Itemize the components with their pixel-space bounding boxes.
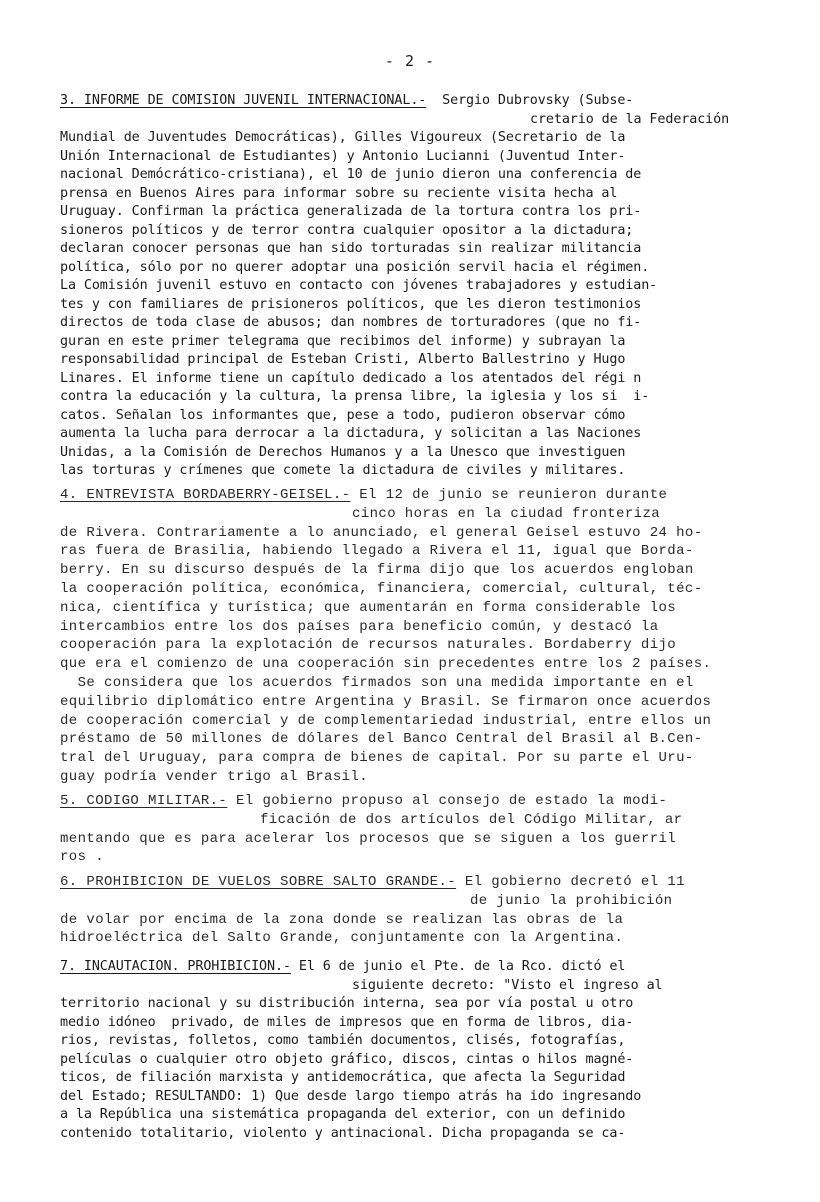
section-3-line: contra la educación y la cultura, la prensa libre, la iglesia y los si i-	[60, 389, 650, 404]
section-4-first-text: El 12 de junio se reunieron durante	[350, 487, 668, 503]
section-4-line: nica, científica y turística; que aumentarán en forma considerable los	[60, 599, 677, 616]
section-6-line: hidroeléctrica del Salto Grande, conjuntamente con la Argentina.	[60, 930, 624, 947]
section-4-line: ras fuera de Brasilia, habiendo llegado a Rivera el 11, igual que Borda-	[60, 543, 694, 560]
section-5-codigo-militar	[60, 792, 800, 867]
section-5-first-text: El gobierno propuso al consejo de estado la modi-	[227, 793, 668, 809]
section-3-line: nacional Demócrático-cristiana), el 10 de junio dieron una conferencia de	[60, 167, 642, 182]
section-7-line: medio idóneo privado, de miles de impresos que en forma de libros, dia-	[60, 1014, 634, 1030]
section-4-line: guay podría vender trigo al Brasil.	[60, 768, 369, 785]
section-4-line: que era el comienzo de una cooperación sin precedentes entre los 2 países.	[60, 656, 712, 673]
section-7-line: contenido totalitario, violento y antinacional. Dicha propaganda se ca-	[60, 1125, 626, 1141]
section-6-prohibicion-vuelos	[60, 873, 800, 948]
section-3-line: aumenta la lucha para derrocar a la dictadura, y solicitan a las Naciones	[60, 426, 642, 441]
section-3-line: responsabilidad principal de Esteban Cristi, Alberto Ballestrino y Hugo	[60, 352, 626, 367]
section-4-line: intercambios entre los dos países para beneficio común, y destacó la	[60, 618, 659, 635]
section-3-heading: 3. INFORME DE COMISION JUVENIL INTERNACIONAL.-	[60, 93, 427, 108]
section-6-line: de junio la prohibición	[470, 892, 673, 909]
section-7-first-text: El 6 de junio el Pte. de la Rco. dictó el	[290, 959, 626, 974]
section-6-first-line	[60, 873, 800, 892]
section-7-line: películas o cualquier otro objeto gráfico, discos, cintas o hilos magné-	[60, 1051, 634, 1067]
page-number: - 2 -	[384, 52, 436, 70]
section-5-heading: 5. CODIGO MILITAR.-	[60, 793, 228, 809]
section-3-line: declaran conocer personas que han sido torturadas sin realizar militancia	[60, 241, 642, 256]
section-4-line: berry. En su discurso después de la firma dijo que los acuerdos engloban	[60, 562, 694, 579]
section-4-line: de Rivera. Contrariamente a lo anunciado, el general Geisel estuvo 24 ho-	[60, 524, 703, 541]
section-3-line: las torturas y crímenes que comete la dictadura de civiles y militares.	[60, 463, 626, 478]
section-7-line: territorio nacional y su distribución interna, sea por vía postal u otro	[60, 996, 634, 1011]
section-4-line: Se considera que los acuerdos firmados son una medida importante en el	[60, 674, 694, 691]
section-3-informe-comision-juvenil	[60, 92, 800, 481]
section-4-line: de cooperación comercial y de complementariedad industrial, entre ellos un	[60, 712, 712, 729]
section-4-heading: 4. ENTREVISTA BORDABERRY-GEISEL.-	[60, 487, 351, 503]
section-7-line: a la República una sistemática propaganda del exterior, con un definido	[60, 1107, 626, 1122]
section-3-line: sioneros políticos y de terror contra cualquier opositor a la dictadura;	[60, 222, 634, 238]
section-3-line: directos de toda clase de abusos; dan nombres de torturadores (que no fi-	[60, 315, 642, 330]
section-6-heading: 6. PROHIBICION DE VUELOS SOBRE SALTO GRANDE.-	[60, 874, 457, 890]
section-4-line: la cooperación política, económica, financiera, comercial, cultural, téc-	[60, 580, 703, 597]
section-7-line: ticos, de filiación marxista y antidemocrática, que afecta la Seguridad	[60, 1070, 626, 1085]
section-7-line: rios, revistas, folletos, como también documentos, clisés, fotografías,	[60, 1033, 626, 1048]
section-3-line: cretario de la Federación	[530, 111, 730, 127]
section-5-line: ros .	[60, 849, 105, 866]
section-4-line: tral del Uruguay, para compra de bienes de capital. Por su parte el Uru-	[60, 750, 694, 767]
section-3-line: tes y con familiares de prisioneros políticos, que les dieron testimonios	[60, 296, 642, 312]
section-3-line: Unidas, a la Comisión de Derechos Humanos y a la Unesco que investiguen	[60, 444, 626, 460]
section-3-line: prensa en Buenos Aires para informar sobre su reciente visita hecha al	[60, 185, 618, 201]
section-3-first-text: Sergio Dubrovsky (Subse-	[426, 93, 634, 108]
section-7-heading: 7. INCAUTACION. PROHIBICION.-	[60, 959, 291, 974]
section-7-incautacion-prohibicion	[60, 958, 800, 1143]
section-5-line: ficación de dos artículos del Código Militar, ar	[260, 811, 683, 828]
section-3-line: Linares. El informe tiene un capítulo dedicado a los atentados del régi n	[60, 370, 642, 386]
section-4-first-line	[60, 486, 800, 505]
section-4-line: cooperación para la explotación de recursos naturales. Bordaberry dijo	[60, 637, 677, 654]
section-4-line: préstamo de 50 millones de dólares del Banco Central del Brasil al B.Cen-	[60, 731, 703, 748]
section-6-first-text: El gobierno decretó el 11	[456, 874, 685, 890]
section-4-entrevista-bordaberry-geisel	[60, 486, 800, 787]
section-3-line: Mundial de Juventudes Democráticas), Gilles Vigoureux (Secretario de la	[60, 130, 626, 145]
section-3-first-line	[60, 92, 800, 111]
section-7-line: siguiente decreto: "Visto el ingreso al	[352, 977, 663, 993]
section-5-first-line	[60, 792, 800, 811]
section-5-line: mentando que es para acelerar los procesos que se siguen a los guerril	[60, 830, 677, 847]
section-4-line: equilibrio diplomático entre Argentina y Brasil. Se firmaron once acuerdos	[60, 693, 712, 710]
section-3-line: guran en este primer telegrama que recibimos del informe) y subrayan la	[60, 333, 626, 349]
section-3-line: catos. Señalan los informantes que, pese a todo, pudieron observar cómo	[60, 407, 626, 423]
section-3-line: Unión Internacional de Estudiantes) y Antonio Lucianni (Juventud Inter-	[60, 148, 626, 164]
section-6-line: de volar por encima de la zona donde se realizan las obras de la	[60, 911, 624, 928]
section-7-line: del Estado; RESULTANDO: 1) Que desde largo tiempo atrás ha ido ingresando	[60, 1088, 642, 1104]
section-3-line: La Comisión juvenil estuvo en contacto con jóvenes trabajadores y estudian-	[60, 278, 658, 293]
section-3-line: Uruguay. Confirman la práctica generalizada de la tortura contra los pri-	[60, 204, 642, 219]
section-3-line: política, sólo por no querer adoptar una posición servil hacia el régimen.	[60, 259, 650, 275]
section-7-first-line	[60, 958, 800, 977]
section-4-line: cinco horas en la ciudad fronteriza	[352, 505, 661, 522]
